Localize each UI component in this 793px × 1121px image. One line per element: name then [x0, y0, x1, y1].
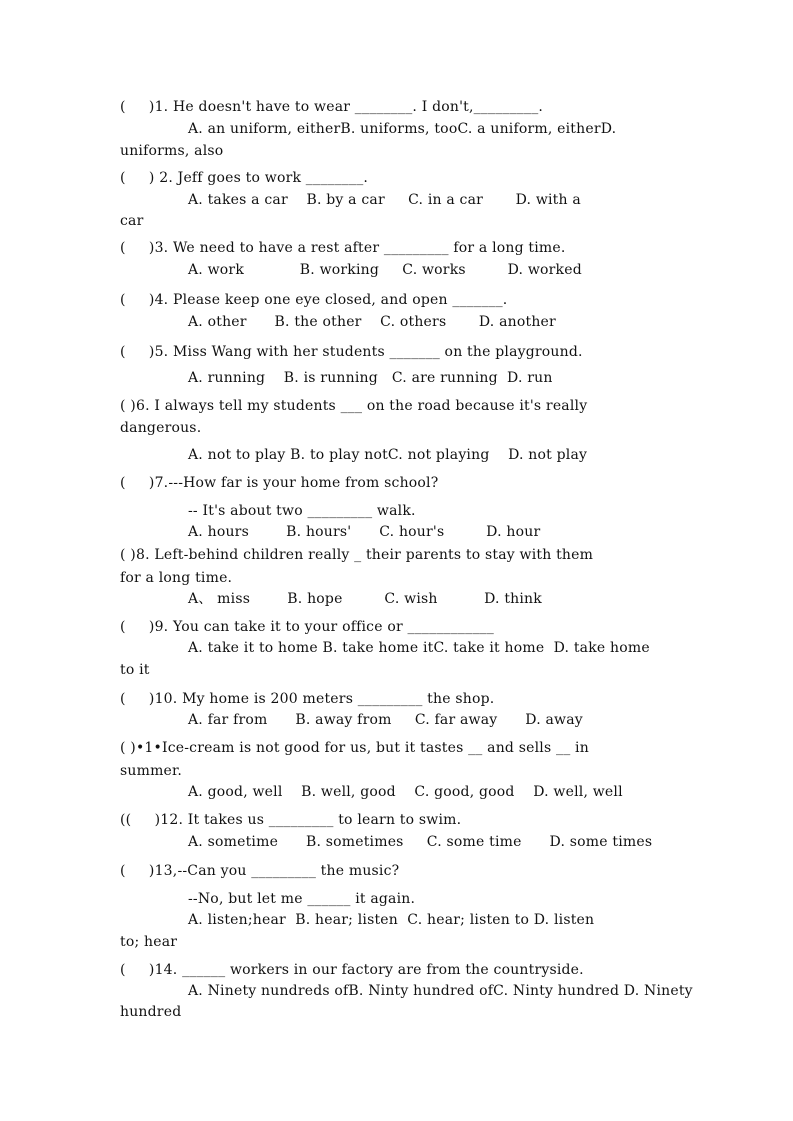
question-8: ( )8. Left-behind children really _ their parents to stay with them [120, 547, 594, 563]
question-14: ( )14. ______ workers in our factory are from the countryside. [120, 962, 584, 978]
question-13-reply: --No, but let me ______ it again. [188, 891, 416, 907]
question-14-options: A. Ninety nundreds ofB. Ninty hundred ofC. Ninty hundred D. Ninety [188, 983, 693, 999]
question-13: ( )13,--Can you _________ the music? [120, 863, 400, 879]
question-6-cont: dangerous. [120, 420, 202, 436]
question-13-options-cont: to; hear [120, 934, 178, 950]
question-13-options: A. listen;hear B. hear; listen C. hear; listen to D. listen [188, 912, 595, 928]
question-6: ( )6. I always tell my students ___ on the road because it's really [120, 398, 588, 414]
question-11-cont: summer. [120, 763, 183, 779]
question-2: ( ) 2. Jeff goes to work ________. [120, 170, 369, 186]
question-6-options: A. not to play B. to play notC. not playing D. not play [188, 447, 588, 463]
question-1-options-cont: uniforms, also [120, 143, 224, 159]
question-14-options-cont: hundred [120, 1004, 182, 1020]
question-5: ( )5. Miss Wang with her students _______ on the playground. [120, 344, 583, 360]
question-12-options: A. sometime B. sometimes C. some time D. some times [188, 834, 653, 850]
question-1-options: A. an uniform, eitherB. uniforms, tooC. a uniform, eitherD. [188, 121, 617, 137]
question-7-options: A. hours B. hours' C. hour's D. hour [188, 524, 541, 540]
question-7-reply: -- It's about two _________ walk. [188, 503, 416, 519]
question-12: (( )12. It takes us _________ to learn to swim. [120, 812, 462, 828]
question-10: ( )10. My home is 200 meters _________ the shop. [120, 691, 495, 707]
question-4: ( )4. Please keep one eye closed, and open _______. [120, 292, 508, 308]
question-8-options: A、 miss B. hope C. wish D. think [188, 591, 542, 607]
question-4-options: A. other B. the other C. others D. another [188, 314, 556, 330]
question-5-options: A. running B. is running C. are running D. run [188, 370, 553, 386]
question-3: ( )3. We need to have a rest after _________ for a long time. [120, 240, 566, 256]
question-2-options: A. takes a car B. by a car C. in a car D. with a [188, 192, 581, 208]
question-9-options-cont: to it [120, 662, 150, 678]
question-11: ( )•1•Ice-cream is not good for us, but it tastes __ and sells __ in [120, 740, 589, 756]
question-7: ( )7.---How far is your home from school? [120, 475, 439, 491]
question-9: ( )9. You can take it to your office or ____________ [120, 619, 494, 635]
question-9-options: A. take it to home B. take home itC. take it home D. take home [188, 640, 650, 656]
question-10-options: A. far from B. away from C. far away D. away [188, 712, 583, 728]
question-8-cont: for a long time. [120, 570, 233, 586]
question-3-options: A. work B. working C. works D. worked [188, 262, 582, 278]
question-11-options: A. good, well B. well, good C. good, good D. well, well [188, 784, 623, 800]
question-1: ( )1. He doesn't have to wear ________. I don't,_________. [120, 99, 544, 115]
question-2-options-cont: car [120, 213, 144, 229]
